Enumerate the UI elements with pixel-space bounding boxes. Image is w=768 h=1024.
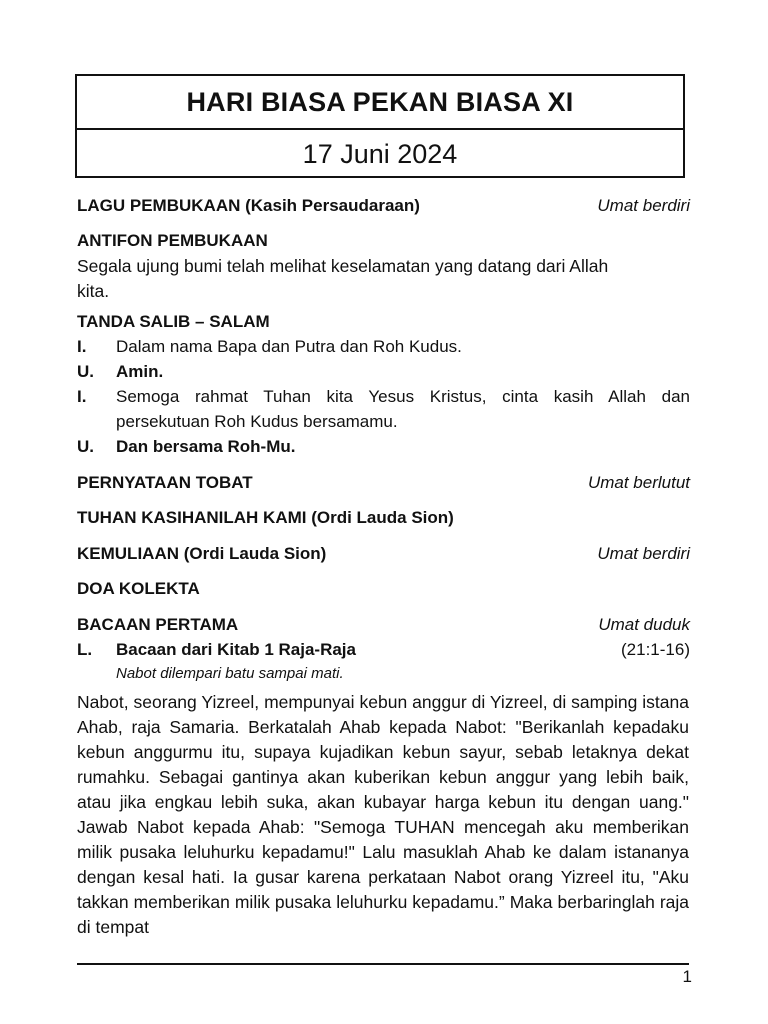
heading-doa-kolekta: DOA KOLEKTA: [77, 579, 200, 598]
reading-reference: (21:1-16): [621, 640, 690, 659]
antifon-text-line2: kita.: [77, 281, 110, 301]
reading-body: Nabot, seorang Yizreel, mempunyai kebun anggur di Yizreel, di samping istana Ahab, raja Samaria. Berkatalah Ahab kepada Nabot: "Berikanlah kepadaku kebun anggurmu itu, supaya kujadikan kebun sayur, sebab letaknya dekat rumahku. Sebagai gantinya akan kuberikan kebun anggur yang lebih baik, atau jika engkau lebih suka, akan kubayar harga kebun itu dengan uang." Jawab Nabot kepada Ahab: "Semoga TUHAN mencegah aku memberikan milik pusaka leluhurku kepadamu!" Lalu masuklah Ahab ke dalam istananya dengan kesal hati. Ia gusar karena perkataan Nabot orang Yizreel itu, "Aku takkan memberikan milik pusaka leluhurku kepadamu.” Maka berbaringlah raja di tempat: [77, 692, 689, 937]
footer-divider: [77, 963, 689, 965]
posture-pernyataan-tobat: Umat berlutut: [587, 473, 690, 492]
posture-bacaan-pertama: Umat duduk: [598, 615, 690, 634]
heading-kemuliaan: KEMULIAAN (Ordi Lauda Sion): [77, 544, 327, 563]
speaker-tag: U.: [77, 437, 94, 456]
dialog-text: Dan bersama Roh-Mu.: [116, 437, 296, 456]
speaker-tag: I.: [77, 387, 87, 406]
dialog-text: persekutuan Roh Kudus bersamamu.: [116, 412, 398, 431]
heading-bacaan-pertama: BACAAN PERTAMA: [77, 615, 239, 634]
speaker-tag: L.: [77, 640, 93, 659]
heading-lagu-pembukaan: LAGU PEMBUKAAN (Kasih Persaudaraan): [77, 196, 420, 215]
page-number: 1: [682, 967, 692, 986]
heading-tanda-salib: TANDA SALIB – SALAM: [77, 312, 270, 331]
page-title: HARI BIASA PEKAN BIASA XI: [77, 76, 683, 130]
posture-kemuliaan: Umat berdiri: [597, 544, 690, 563]
dialog-text: Semoga rahmat Tuhan kita Yesus Kristus, cinta kasih Allah dan: [116, 387, 690, 406]
posture-lagu-pembukaan: Umat berdiri: [597, 196, 690, 215]
heading-tuhan-kasihanilah: TUHAN KASIHANILAH KAMI (Ordi Lauda Sion): [77, 508, 454, 527]
heading-antifon: ANTIFON PEMBUKAAN: [77, 231, 268, 250]
dialog-text: Dalam nama Bapa dan Putra dan Roh Kudus.: [116, 337, 462, 356]
page-date: 17 Juni 2024: [302, 138, 458, 169]
antifon-text-line1: Segala ujung bumi telah melihat keselamatan yang datang dari Allah: [77, 256, 609, 276]
heading-pernyataan-tobat: PERNYATAAN TOBAT: [77, 473, 253, 492]
dialog-text: Amin.: [116, 362, 164, 381]
reading-source: Bacaan dari Kitab 1 Raja-Raja: [116, 640, 356, 659]
speaker-tag: I.: [77, 337, 87, 356]
speaker-tag: U.: [77, 362, 94, 381]
title-box: [75, 74, 685, 178]
reading-subtitle: Nabot dilempari batu sampai mati.: [116, 665, 344, 682]
